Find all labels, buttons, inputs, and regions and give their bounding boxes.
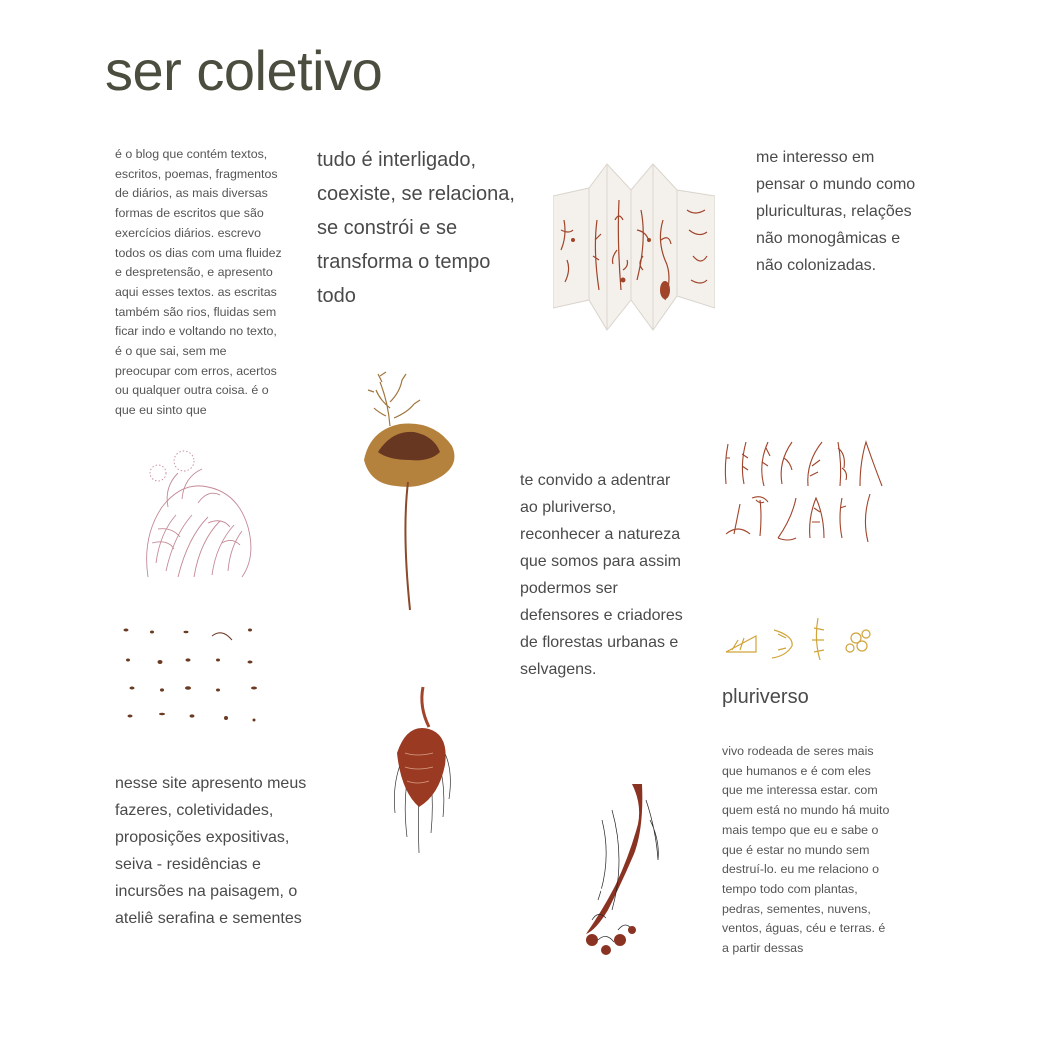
red-plant-image[interactable] [572,780,672,960]
pink-seaweed-image[interactable] [138,443,258,583]
interligado-text: tudo é interligado, coexiste, se relaciona, se constrói e se transforma o tempo todo [317,149,515,307]
leaf-sketches-image[interactable] [720,438,885,548]
page-title: ser coletivo [105,39,383,102]
pluriculturas-text: me interesso em pensar o mundo como pluriculturas, relações não monogâmicas e não colonizadas. [756,149,916,274]
site-intro-text: nesse site apresento meus fazeres, coletividades, proposições expositivas, seiva - residências e incursões na paisagem, o ateliê serafina e sementes [115,775,307,927]
convite-text: te convido a adentrar ao pluriverso, reconhecer a natureza que somos para assim podermos ser defensores e criadores de florestas urbanas e selvagens. [520,472,683,678]
foldout-book-image[interactable] [553,160,715,332]
red-leaf-image[interactable] [385,683,455,858]
gold-drawings-image[interactable] [722,614,882,664]
pluriverso-heading: pluriverso [722,686,809,708]
blog-intro-text: é o blog que contém textos, escritos, poemas, fragmentos de diários, as mais diversas formas de escritos que são exercícios diários. escrevo todos os dias com uma fluidez e despretensão, e apresento aqui esses textos. as escritas também são rios, fluidas sem ficar indo e voltando no texto, é o que sai, sem me preocupar com erros, acertos ou qualquer outra coisa. é o que eu sinto que [115,147,282,418]
pluriverso-text: vivo rodeada de seres mais que humanos e é com eles que me interessa estar. com quem está no mundo há muito mais tempo que eu e sabe o que é estar no mundo sem destruí-lo. eu me relaciono o tempo todo com plantas, pedras, sementes, nuvens, ventos, águas, céu e terras. é a partir dessas [722,744,890,956]
seeds-image[interactable] [118,620,268,730]
dried-flower-image[interactable] [360,368,460,613]
